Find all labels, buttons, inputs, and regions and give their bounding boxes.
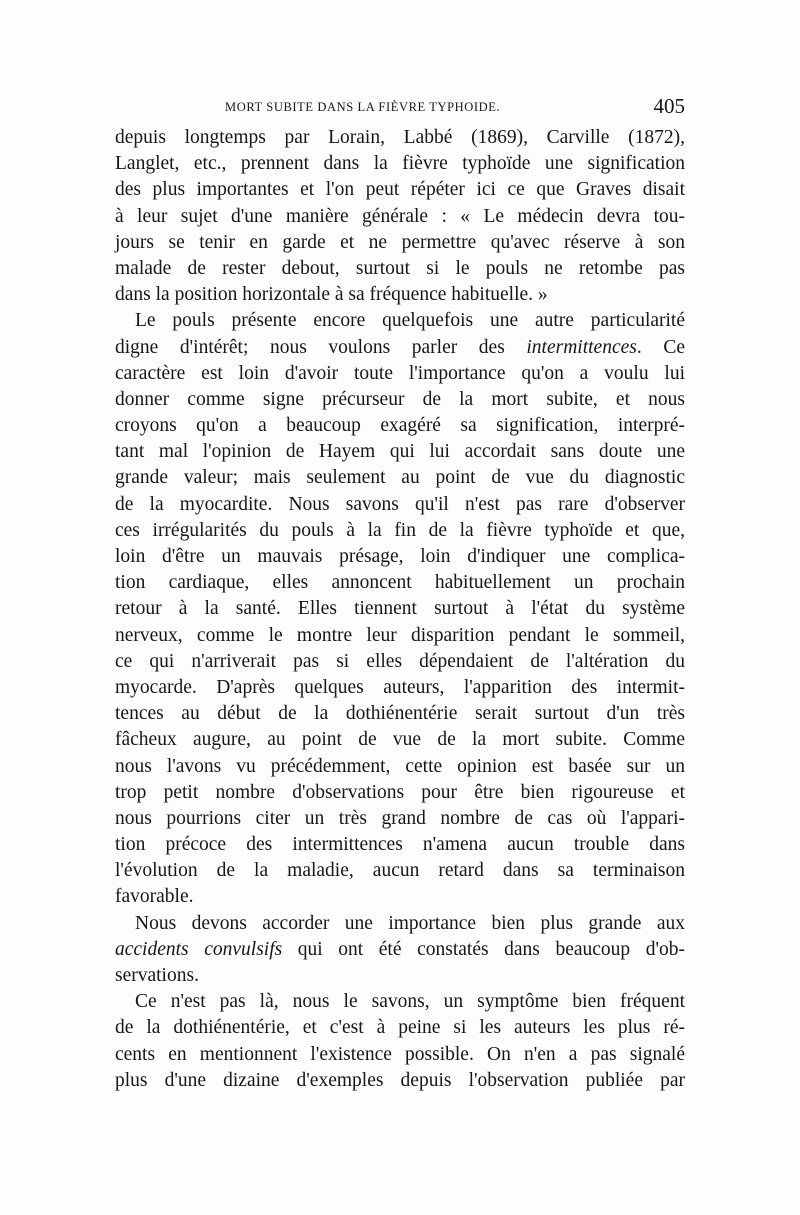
text-line: donner comme signe précurseur de la mort subite, et nous [115,388,685,410]
text-line: tion cardiaque, elles annoncent habituellement un prochain [115,572,685,594]
text-segment: digne d'intérêt; nous voulons parler des [115,336,527,358]
text-line: jours se tenir en garde et ne permettre qu'avec réserve à son [115,231,685,253]
text-line: servations. [115,965,199,986]
body-text [115,125,685,1094]
text-line: fâcheux augure, au point de vue de la mort subite. Comme [115,729,685,751]
text-line: loin d'être un mauvais présage, loin d'indiquer une complica- [115,546,685,567]
text-line: trop petit nombre d'observations pour être bien rigoureuse et [115,781,685,803]
page-number: 405 [653,94,685,118]
text-line: depuis longtemps par Lorain, Labbé (1869), Carville (1872), [115,127,685,148]
text-line: l'évolution de la maladie, aucun retard dans sa terminaison [115,860,685,882]
text-line: tences au début de la dothiénentérie serait surtout d'un très [115,703,685,725]
text-line: nous pourrions citer un très grand nombre de cas où l'appari- [115,807,685,829]
running-title: MORT SUBITE DANS LA FIÈVRE TYPHOIDE. [225,100,501,114]
text-line: tant mal l'opinion de Hayem qui lui accordait sans doute une [115,441,685,463]
page-header [115,94,685,122]
text-line: grande valeur; mais seulement au point de vue du diagnostic [115,467,685,489]
text-line: plus d'une dizaine d'exemples depuis l'observation publiée par [115,1069,685,1091]
text-line: ces irrégularités du pouls à la fin de la fièvre typhoïde et que, [115,519,685,541]
text-line: croyons qu'on a beaucoup exagéré sa signification, interpré- [115,415,685,437]
italic-phrase: intermittences [526,336,637,358]
text-line: malade de rester debout, surtout si le pouls ne retombe pas [115,257,685,279]
text-line: dans la position horizontale à sa fréquence habituelle. » [115,284,548,306]
text-line: de la dothiénentérie, et c'est à peine si les auteurs les plus ré- [115,1017,685,1039]
text-line: à leur sujet d'une manière générale : « Le médecin devra tou- [115,205,685,227]
text-line: myocarde. D'après quelques auteurs, l'apparition des intermit- [115,676,685,698]
text-line: de la myocardite. Nous savons qu'il n'est pas rare d'observer [115,493,685,515]
text-line: nerveux, comme le montre leur disparition pendant le sommeil, [115,624,685,646]
italic-phrase: accidents convulsifs [115,938,283,960]
text-line: retour à la santé. Elles tiennent surtout à l'état du système [115,598,685,620]
text-line: tion précoce des intermittences n'amena aucun trouble dans [115,834,685,856]
text-line: Nous devons accorder une importance bien plus grande aux [135,912,685,934]
text-line: ce qui n'arriverait pas si elles dépendaient de l'altération du [115,650,685,672]
text-line: des plus importantes et l'on peut répéter ici ce que Graves disait [115,179,685,201]
text-line: caractère est loin d'avoir toute l'importance qu'on a voulu lui [115,362,685,384]
text-segment: qui ont été constatés dans beaucoup d'ob- [282,938,685,960]
text-line: nous l'avons vu précédemment, cette opinion est basée sur un [115,755,685,777]
text-line [115,937,685,963]
text-line: Ce n'est pas là, nous le savons, un symptôme bien fréquent [135,991,685,1013]
text-line [115,335,685,361]
text-segment: . Ce [636,336,685,358]
text-line: Langlet, etc., prennent dans la fièvre typhoïde une signification [115,153,685,175]
text-line: favorable. [115,886,194,908]
text-line: Le pouls présente encore quelquefois une autre particularité [135,310,685,332]
text-line: cents en mentionnent l'existence possible. On n'en a pas signalé [115,1043,685,1065]
